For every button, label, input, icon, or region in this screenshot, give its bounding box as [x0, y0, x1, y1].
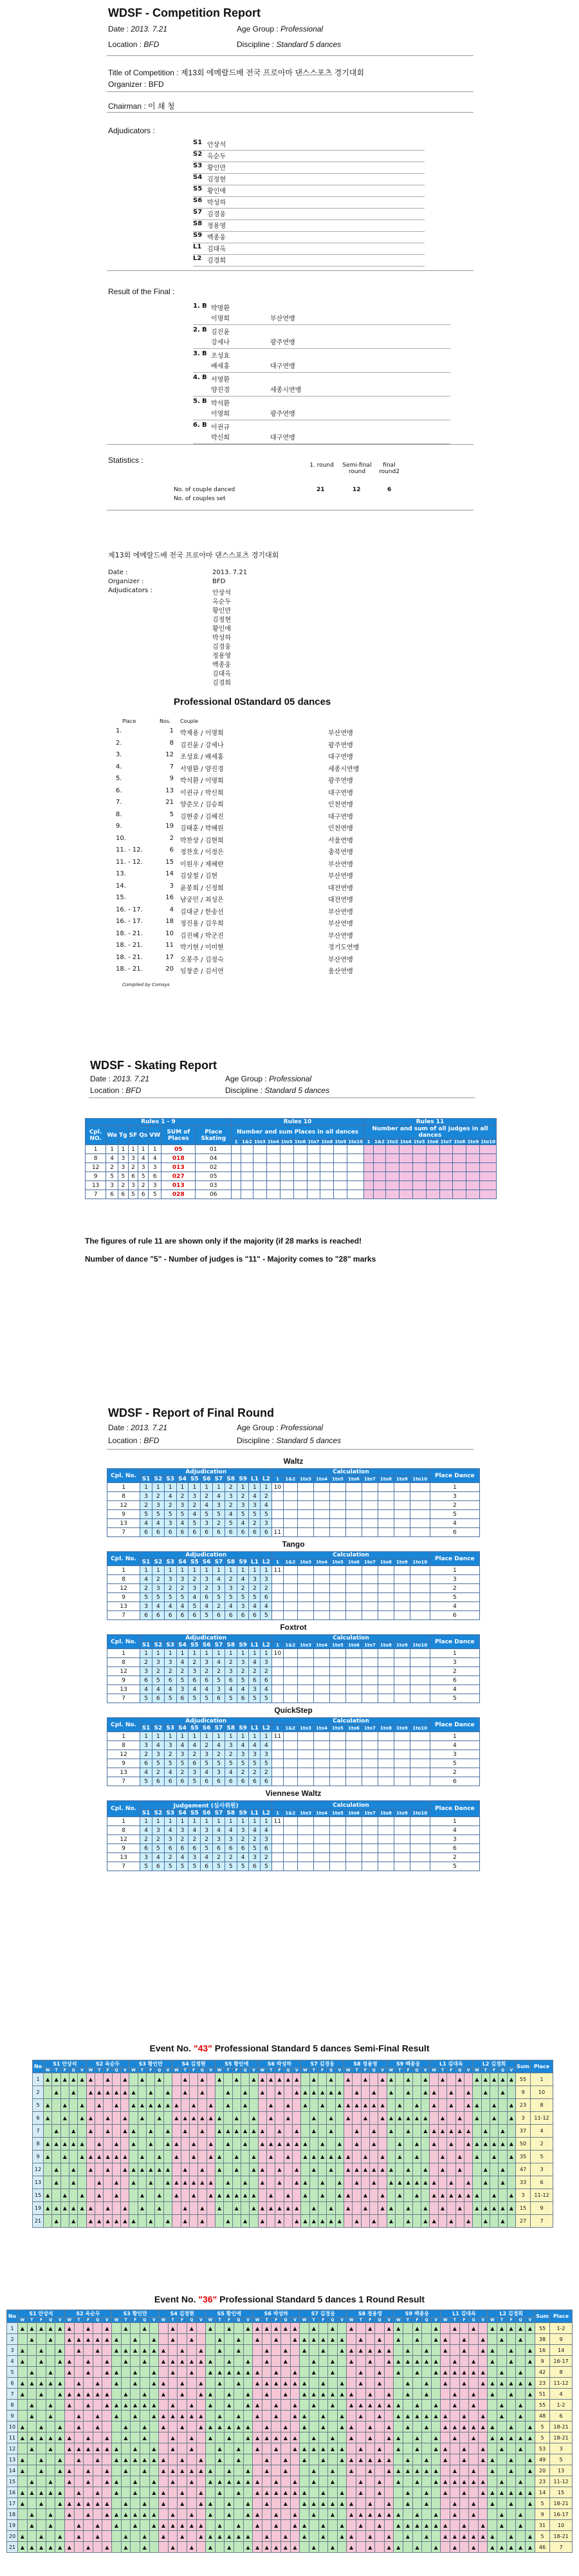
final-round-report: WDSF - Report of Final Round Date : 2013. 7.21 Age Group : Professional Location : BFD Discipline : Standard 5 dances Waltz Cpl. No. Adjudication Calculation Place Dance S1 S2 S3 S4 S5 S6 S7 S8 S9 L1 L2 1 1&2 1to3 1to4 1to5 1to6 1to7 1to8 1to9 1to10 1 1 1 1 1 1 1 1 2 1 1 1 10 1 8 3 2 4 2 3 2 4 3 2 4 2 3 12 2 3 2 3 2 4 3 2 3 3 4 2 9 5 5 5 5 4 5 5 4 5 5 5 5 13 4 4 3 4 5 3 2 5 4 2 3 4 7 6 6 6 6 6 6 6 6 6 6 6 11 6 Tango Cpl. No. Adjudication Calculation Place Dance S1 S2 S3 S4 S5 S6 S7 S8 S9 L1 L2 1 1&2 1to3 1to4 1to5 1to6 1to7 1to8 1to9 1to10 1 1 1 1 1 1 1 1 1 1 1 1 11 1 8 4 2 3 3 2 3 4 2 4 3 3 3 12 2 3 2 2 3 2 3 3 2 2 2 2 9 5 5 5 5 4 6 5 5 5 5 6 5 13 3 4 4 4 5 4 2 4 3 4 4 4 7 6 6 6 6 6 5 6 6 6 6 5 6 Foxtrot Cpl. No. Adjudication Calculation Place Dance S1 S2 S3 S4 S5 S6 S7 S8 S9 L1 L2 1 1&2 1to3 1to4 1to5 1to6 1to7 1to8 1to9 1to10 1 1 1 1 1 1 1 1 1 1 1 1 10 1 8 2 3 3 4 2 3 4 2 3 4 3 3 12 3 2 2 2 3 2 2 3 2 2 2 2 9 6 5 6 5 6 6 5 6 5 6 6 6 13 4 4 4 3 4 4 3 4 4 3 4 4 7 5 6 5 6 5 5 6 5 6 5 5 5 QuickStep Cpl. No. Adjudication Calculation Place Dance S1 S2 S3 S4 S5 S6 S7 S8 S9 L1 L2 1 1&2 1to3 1to4 1to5 1to6 1to7 1to8 1to9 1to10 1 1 1 1 1 1 1 1 1 1 1 1 11 1 8 3 4 3 4 4 2 4 3 4 4 4 4 12 2 3 2 3 2 3 2 2 3 3 3 3 9 6 5 5 5 6 5 5 5 5 5 5 5 13 4 2 4 2 3 4 3 4 2 2 2 2 7 5 6 6 6 5 6 6 6 6 6 6 6 Viennese Waltz Cpl. No. Judgement (심사위원) Calculation Place Dance S1 S2 S3 S4 S5 S6 S7 S8 S9 L1 L2 1 1&2 1to3 1to4 1to5 1to6 1to7 1to8 1to9 1to10 1 1 1 1 1 1 1 1 1 1 1 1 11 1 8 4 3 4 3 4 3 4 4 3 4 4 4 12 2 2 3 2 2 2 3 3 2 2 3 3 9 6 5 6 6 6 5 6 6 6 5 6 6 13 3 4 2 4 3 4 2 2 4 3 2 2 7 5 6 5 5 5 6 5 5 5 6 5 5 [0, 1406, 579, 2037]
results-row: 11. - 12. 6 정찬호 / 이정은 충북연맹 [116, 846, 353, 856]
dance-row: 12 2 2 3 2 2 2 3 3 2 2 3 3 [107, 1835, 480, 1844]
results-row: 8. 5 김현중 / 김혜진 대구연맹 [116, 810, 353, 821]
adjudicator-row [193, 174, 425, 185]
results-rows [109, 727, 444, 978]
round1-row: 2 ▲ ▲ ▲ ▲ ▲ ▲ ▲ ▲ ▲ ▲ ▲ ▲ ▲ ▲ ▲ ▲ ▲ ▲ ▲ ▲ ▲ ▲ ▲ ▲ ▲ ▲ ▲ ▲ ▲ ▲ ▲ ▲ 38 9 [7, 2334, 573, 2345]
results-row: 9. 19 김태훈 / 박혜원 인천연맹 [116, 823, 353, 832]
final-row: 1. B 박명환 이명희 부산연맹 [193, 301, 450, 325]
semi-row: 6 ▲ ▲ ▲ ▲ ▲ ▲ ▲ ▲ ▲ ▲ ▲ ▲ ▲ ▲ ▲ ▲ ▲ ▲ ▲ ▲ ▲ ▲ ▲ ▲ ▲ ▲ ▲ ▲ ▲ ▲ ▲ ▲ ▲ 3 11-12 [33, 2112, 553, 2125]
adjudicator-row [193, 209, 425, 220]
round1-row: 20 ▲ ▲ ▲ ▲ ▲ ▲ ▲ ▲ ▲ ▲ ▲ ▲ ▲ ▲ ▲ ▲ ▲ ▲ ▲ ▲ ▲ ▲ ▲ ▲ ▲ ▲ ▲ ▲ ▲ ▲ ▲ ▲ ▲ 5 18-21 [7, 2531, 573, 2542]
skating-table-wrap [85, 1118, 497, 1199]
round1-table: No S1 안상석 S2 옥순두 S3 황인만 S4 김정현 S5 황인애 S6 박성하 S7 김경웅 S8 정용영 S9 백종웅 L1 김대옥 L2 김경희 Sum Place W T F Q V W T F Q V W T F Q V W T F Q V W T F Q V W T F Q V W T F Q V W T F Q V W T F Q V W T F Q V W T F Q V 1 ▲ ▲ ▲ ▲ ▲ ▲ ▲ ▲ ▲ ▲ ▲ ▲ ▲ ▲ ▲ ▲ ▲ ▲ ▲ ▲ ▲ ▲ ▲ ▲ ▲ ▲ ▲ ▲ ▲ ▲ ▲ ▲ ▲ ▲ ▲ 55 1-2 2 ▲ ▲ ▲ ▲ ▲ ▲ ▲ ▲ ▲ ▲ ▲ ▲ ▲ ▲ ▲ ▲ ▲ ▲ ▲ ▲ ▲ ▲ ▲ ▲ ▲ ▲ ▲ ▲ ▲ ▲ ▲ ▲ 38 9 3 ▲ ▲ ▲ ▲ ▲ ▲ ▲ ▲ ▲ ▲ ▲ ▲ ▲ ▲ ▲ ▲ ▲ ▲ ▲ ▲ ▲ ▲ ▲ ▲ ▲ ▲ ▲ ▲ ▲ ▲ ▲ ▲ ▲ 16 14 4 ▲ ▲ ▲ ▲ ▲ ▲ ▲ ▲ ▲ ▲ ▲ ▲ ▲ ▲ ▲ ▲ ▲ ▲ ▲ ▲ ▲ ▲ ▲ ▲ ▲ ▲ ▲ ▲ ▲ ▲ ▲ ▲ ▲ 9 16-17 5 ▲ ▲ ▲ ▲ ▲ ▲ ▲ ▲ ▲ ▲ ▲ ▲ ▲ ▲ ▲ ▲ ▲ ▲ ▲ ▲ ▲ ▲ ▲ ▲ ▲ ▲ ▲ ▲ ▲ ▲ ▲ ▲ 42 8 6 ▲ ▲ ▲ ▲ ▲ ▲ ▲ ▲ ▲ ▲ ▲ ▲ ▲ ▲ ▲ ▲ ▲ ▲ ▲ ▲ ▲ ▲ ▲ ▲ ▲ ▲ ▲ ▲ ▲ ▲ ▲ ▲ ▲ ▲ ▲ 23 11-12 7 ▲ ▲ ▲ ▲ ▲ ▲ ▲ ▲ ▲ ▲ ▲ ▲ ▲ ▲ ▲ ▲ ▲ ▲ ▲ ▲ ▲ ▲ ▲ ▲ ▲ ▲ ▲ ▲ ▲ ▲ ▲ ▲ ▲ 51 4 8 ▲ ▲ ▲ ▲ ▲ ▲ ▲ ▲ ▲ ▲ ▲ ▲ ▲ ▲ ▲ ▲ ▲ ▲ ▲ ▲ ▲ ▲ ▲ ▲ ▲ ▲ ▲ ▲ ▲ ▲ ▲ ▲ 55 1-2 9 ▲ ▲ ▲ ▲ ▲ ▲ ▲ ▲ ▲ ▲ ▲ ▲ ▲ ▲ ▲ ▲ ▲ ▲ ▲ ▲ ▲ ▲ ▲ ▲ ▲ ▲ ▲ ▲ ▲ ▲ ▲ ▲ 48 6 10 ▲ ▲ ▲ ▲ ▲ ▲ ▲ ▲ ▲ ▲ ▲ ▲ ▲ ▲ ▲ ▲ ▲ ▲ ▲ ▲ ▲ ▲ ▲ ▲ ▲ ▲ ▲ ▲ ▲ ▲ ▲ ▲ ▲ 5 18-21 11 ▲ ▲ ▲ ▲ ▲ ▲ ▲ ▲ ▲ ▲ ▲ ▲ ▲ ▲ ▲ ▲ ▲ ▲ ▲ ▲ ▲ ▲ ▲ ▲ ▲ ▲ ▲ ▲ ▲ ▲ ▲ ▲ ▲ ▲ ▲ 5 18-21 12 ▲ ▲ ▲ ▲ ▲ ▲ ▲ ▲ ▲ ▲ ▲ ▲ ▲ ▲ ▲ ▲ ▲ ▲ ▲ ▲ ▲ ▲ ▲ ▲ ▲ ▲ ▲ ▲ ▲ ▲ ▲ ▲ 53 3 13 ▲ ▲ ▲ ▲ ▲ ▲ ▲ ▲ ▲ ▲ ▲ ▲ ▲ ▲ ▲ ▲ ▲ ▲ ▲ ▲ ▲ ▲ ▲ ▲ ▲ ▲ ▲ ▲ ▲ ▲ ▲ ▲ ▲ 49 5 14 ▲ ▲ ▲ ▲ ▲ ▲ ▲ ▲ ▲ ▲ ▲ ▲ ▲ ▲ ▲ ▲ ▲ ▲ ▲ ▲ ▲ ▲ ▲ ▲ ▲ ▲ ▲ ▲ ▲ ▲ ▲ ▲ ▲ 20 13 15 ▲ ▲ ▲ ▲ ▲ ▲ ▲ ▲ ▲ ▲ ▲ ▲ ▲ ▲ ▲ ▲ ▲ ▲ ▲ ▲ ▲ ▲ ▲ ▲ ▲ ▲ ▲ ▲ ▲ ▲ ▲ ▲ 23 11-12 16 ▲ ▲ ▲ ▲ ▲ ▲ ▲ ▲ ▲ ▲ ▲ ▲ ▲ ▲ ▲ ▲ ▲ ▲ ▲ ▲ ▲ ▲ ▲ ▲ ▲ ▲ ▲ ▲ ▲ ▲ ▲ ▲ ▲ ▲ ▲ 14 15 17 ▲ ▲ ▲ ▲ ▲ ▲ ▲ ▲ ▲ ▲ ▲ ▲ ▲ ▲ ▲ ▲ ▲ ▲ ▲ ▲ ▲ ▲ ▲ ▲ ▲ ▲ ▲ ▲ ▲ ▲ ▲ ▲ ▲ 5 18-21 18 ▲ ▲ ▲ ▲ ▲ ▲ ▲ ▲ ▲ ▲ ▲ ▲ ▲ ▲ ▲ ▲ ▲ ▲ ▲ ▲ ▲ ▲ ▲ ▲ ▲ ▲ ▲ ▲ ▲ ▲ ▲ ▲ 9 16-17 19 ▲ ▲ ▲ ▲ ▲ ▲ ▲ ▲ ▲ ▲ ▲ ▲ ▲ ▲ ▲ ▲ ▲ ▲ ▲ ▲ ▲ ▲ ▲ ▲ ▲ ▲ ▲ ▲ ▲ ▲ ▲ ▲ 31 10 20 ▲ ▲ ▲ ▲ ▲ ▲ ▲ ▲ ▲ ▲ ▲ ▲ ▲ ▲ ▲ ▲ ▲ ▲ ▲ ▲ ▲ ▲ ▲ ▲ ▲ ▲ ▲ ▲ ▲ ▲ ▲ ▲ ▲ 5 18-21 21 ▲ ▲ ▲ ▲ ▲ ▲ ▲ ▲ ▲ ▲ ▲ ▲ ▲ ▲ ▲ ▲ ▲ ▲ ▲ ▲ ▲ ▲ ▲ ▲ ▲ ▲ ▲ ▲ ▲ ▲ ▲ ▲ ▲ ▲ ▲ 46 7 [6, 2310, 573, 2553]
adjudicator-name: 김경웅 [207, 211, 226, 218]
results-row: 14. 3 윤봉희 / 신정희 대전연맹 [116, 882, 353, 892]
dance-row: 12 2 3 2 2 3 2 3 3 2 2 2 2 [107, 1584, 480, 1593]
adjudicator-row [193, 232, 425, 243]
dance-row: 1 1 1 1 1 1 1 1 1 1 1 1 10 1 [107, 1649, 480, 1658]
adjudicator-row [193, 243, 425, 255]
skating-row: 8 4 3 3 4 4 018 04 [86, 1154, 497, 1163]
adjudicator-name: 정용영 [207, 223, 226, 230]
dance-table: Cpl. No. Adjudication Calculation Place Dance S1 S2 S3 S4 S5 S6 S7 S8 S9 L1 L2 1 1&2 1to3 1to4 1to5 1to6 1to7 1to8 1to9 1to10 1 1 1 1 1 1 1 1 2 1 1 1 10 1 8 3 2 4 2 3 2 4 3 2 4 2 3 12 2 3 2 3 2 4 3 2 3 3 4 2 9 5 5 5 5 4 5 5 4 5 5 5 5 13 4 4 3 4 5 3 2 5 4 2 3 4 7 6 6 6 6 6 6 6 6 6 6 6 11 6 [107, 1468, 480, 1537]
dance-row: 9 5 5 5 5 4 5 5 4 5 5 5 5 [107, 1510, 480, 1519]
dance-row: 8 3 4 3 4 4 2 4 3 4 4 4 4 [107, 1741, 480, 1750]
semi-row: 2 ▲ ▲ ▲ ▲ ▲ ▲ ▲ ▲ ▲ ▲ ▲ ▲ ▲ ▲ ▲ ▲ ▲ ▲ ▲ ▲ ▲ ▲ ▲ ▲ ▲ ▲ ▲ ▲ ▲ ▲ ▲ ▲ 9 10 [33, 2086, 553, 2099]
dance-row: 8 3 2 4 2 3 2 4 3 2 4 2 3 [107, 1492, 480, 1501]
dance-row: 13 4 4 3 4 5 3 2 5 4 2 3 4 [107, 1519, 480, 1528]
adjudicator-code: S2 [193, 151, 203, 158]
dance-row: 8 4 3 4 3 4 3 4 4 3 4 4 4 [107, 1826, 480, 1835]
dance-row: 12 2 3 2 3 2 4 3 2 3 3 4 2 [107, 1501, 480, 1510]
adjudicator-code: S7 [193, 209, 203, 216]
report-title: WDSF - Competition Report [108, 6, 261, 19]
dance-row: 7 6 6 6 6 6 6 6 6 6 6 6 11 6 [107, 1528, 480, 1537]
dance-row: 8 2 3 3 4 2 3 4 2 3 4 3 3 [107, 1658, 480, 1667]
dance-row: 12 3 2 2 2 3 2 2 3 2 2 2 2 [107, 1667, 480, 1676]
results-row: 18. - 21. 10 김진혜 / 박군진 부산연맹 [116, 929, 353, 940]
final-row: 4. B 서영환 양진경 세종시연맹 [193, 373, 450, 397]
adjudicator-code: S9 [193, 232, 203, 239]
results-adjudicator: 김대옥 [212, 671, 231, 678]
final-row: 3. B 조성효 배세홍 대구연맹 [193, 349, 450, 373]
round1-row: 10 ▲ ▲ ▲ ▲ ▲ ▲ ▲ ▲ ▲ ▲ ▲ ▲ ▲ ▲ ▲ ▲ ▲ ▲ ▲ ▲ ▲ ▲ ▲ ▲ ▲ ▲ ▲ ▲ ▲ ▲ ▲ ▲ ▲ 5 18-21 [7, 2422, 573, 2432]
dance-block [107, 1540, 480, 1620]
dance-row: 7 6 6 6 6 6 5 6 6 6 6 5 6 [107, 1611, 480, 1620]
round1-result: Event No. "36" Professional Standard 5 dances 1 Round Result No S1 안상석 S2 옥순두 S3 황인만 S4 김정현 S5 황인애 S6 박성하 S7 김경웅 S8 정용영 S9 백종웅 L1 김대옥 L2 김경희 Sum Place W T F Q V W T F Q V W T F Q V W T F Q V W T F Q V W T F Q V W T F Q V W T F Q V W T F Q V W T F Q V W T F Q V 1 ▲ ▲ ▲ ▲ ▲ ▲ ▲ ▲ ▲ ▲ ▲ ▲ ▲ ▲ ▲ ▲ ▲ ▲ ▲ ▲ ▲ ▲ ▲ ▲ ▲ ▲ ▲ ▲ ▲ ▲ ▲ ▲ ▲ ▲ ▲ 55 1-2 2 ▲ ▲ ▲ ▲ ▲ ▲ ▲ ▲ ▲ ▲ ▲ ▲ ▲ ▲ ▲ ▲ ▲ ▲ ▲ ▲ ▲ ▲ ▲ ▲ ▲ ▲ ▲ ▲ ▲ ▲ ▲ ▲ 38 9 3 ▲ ▲ ▲ ▲ ▲ ▲ ▲ ▲ ▲ ▲ ▲ ▲ ▲ ▲ ▲ ▲ ▲ ▲ ▲ ▲ ▲ ▲ ▲ ▲ ▲ ▲ ▲ ▲ ▲ ▲ ▲ ▲ ▲ 16 14 4 ▲ ▲ ▲ ▲ ▲ ▲ ▲ ▲ ▲ ▲ ▲ ▲ ▲ ▲ ▲ ▲ ▲ ▲ ▲ ▲ ▲ ▲ ▲ ▲ ▲ ▲ ▲ ▲ ▲ ▲ ▲ ▲ ▲ 9 16-17 5 ▲ ▲ ▲ ▲ ▲ ▲ ▲ ▲ ▲ ▲ ▲ ▲ ▲ ▲ ▲ ▲ ▲ ▲ ▲ ▲ ▲ ▲ ▲ ▲ ▲ ▲ ▲ ▲ ▲ ▲ ▲ ▲ 42 8 6 ▲ ▲ ▲ ▲ ▲ ▲ ▲ ▲ ▲ ▲ ▲ ▲ ▲ ▲ ▲ ▲ ▲ ▲ ▲ ▲ ▲ ▲ ▲ ▲ ▲ ▲ ▲ ▲ ▲ ▲ ▲ ▲ ▲ ▲ ▲ 23 11-12 7 ▲ ▲ ▲ ▲ ▲ ▲ ▲ ▲ ▲ ▲ ▲ ▲ ▲ ▲ ▲ ▲ ▲ ▲ ▲ ▲ ▲ ▲ ▲ ▲ ▲ ▲ ▲ ▲ ▲ ▲ ▲ ▲ ▲ 51 4 8 ▲ ▲ ▲ ▲ ▲ ▲ ▲ ▲ ▲ ▲ ▲ ▲ ▲ ▲ ▲ ▲ ▲ ▲ ▲ ▲ ▲ ▲ ▲ ▲ ▲ ▲ ▲ ▲ ▲ ▲ ▲ ▲ 55 1-2 9 ▲ ▲ ▲ ▲ ▲ ▲ ▲ ▲ ▲ ▲ ▲ ▲ ▲ ▲ ▲ ▲ ▲ ▲ ▲ ▲ ▲ ▲ ▲ ▲ ▲ ▲ ▲ ▲ ▲ ▲ ▲ ▲ 48 6 10 ▲ ▲ ▲ ▲ ▲ ▲ ▲ ▲ ▲ ▲ ▲ ▲ ▲ ▲ ▲ ▲ ▲ ▲ ▲ ▲ ▲ ▲ ▲ ▲ ▲ ▲ ▲ ▲ ▲ ▲ ▲ ▲ ▲ 5 18-21 11 ▲ ▲ ▲ ▲ ▲ ▲ ▲ ▲ ▲ ▲ ▲ ▲ ▲ ▲ ▲ ▲ ▲ ▲ ▲ ▲ ▲ ▲ ▲ ▲ ▲ ▲ ▲ ▲ ▲ ▲ ▲ ▲ ▲ ▲ ▲ 5 18-21 12 ▲ ▲ ▲ ▲ ▲ ▲ ▲ ▲ ▲ ▲ ▲ ▲ ▲ ▲ ▲ ▲ ▲ ▲ ▲ ▲ ▲ ▲ ▲ ▲ ▲ ▲ ▲ ▲ ▲ ▲ ▲ ▲ 53 3 13 ▲ ▲ ▲ ▲ ▲ ▲ ▲ ▲ ▲ ▲ ▲ ▲ ▲ ▲ ▲ ▲ ▲ ▲ ▲ ▲ ▲ ▲ ▲ ▲ ▲ ▲ ▲ ▲ ▲ ▲ ▲ ▲ ▲ 49 5 14 ▲ ▲ ▲ ▲ ▲ ▲ ▲ ▲ ▲ ▲ ▲ ▲ ▲ ▲ ▲ ▲ ▲ ▲ ▲ ▲ ▲ ▲ ▲ ▲ ▲ ▲ ▲ ▲ ▲ ▲ ▲ ▲ ▲ 20 13 15 ▲ ▲ ▲ ▲ ▲ ▲ ▲ ▲ ▲ ▲ ▲ ▲ ▲ ▲ ▲ ▲ ▲ ▲ ▲ ▲ ▲ ▲ ▲ ▲ ▲ ▲ ▲ ▲ ▲ ▲ ▲ ▲ 23 11-12 16 ▲ ▲ ▲ ▲ ▲ ▲ ▲ ▲ ▲ ▲ ▲ ▲ ▲ ▲ ▲ ▲ ▲ ▲ ▲ ▲ ▲ ▲ ▲ ▲ ▲ ▲ ▲ ▲ ▲ ▲ ▲ ▲ ▲ ▲ ▲ 14 15 17 ▲ ▲ ▲ ▲ ▲ ▲ ▲ ▲ ▲ ▲ ▲ ▲ ▲ ▲ ▲ ▲ ▲ ▲ ▲ ▲ ▲ ▲ ▲ ▲ ▲ ▲ ▲ ▲ ▲ ▲ ▲ ▲ ▲ 5 18-21 18 ▲ ▲ ▲ ▲ ▲ ▲ ▲ ▲ ▲ ▲ ▲ ▲ ▲ ▲ ▲ ▲ ▲ ▲ ▲ ▲ ▲ ▲ ▲ ▲ ▲ ▲ ▲ ▲ ▲ ▲ ▲ ▲ 9 16-17 19 ▲ ▲ ▲ ▲ ▲ ▲ ▲ ▲ ▲ ▲ ▲ ▲ ▲ ▲ ▲ ▲ ▲ ▲ ▲ ▲ ▲ ▲ ▲ ▲ ▲ ▲ ▲ ▲ ▲ ▲ ▲ ▲ 31 10 20 ▲ ▲ ▲ ▲ ▲ ▲ ▲ ▲ ▲ ▲ ▲ ▲ ▲ ▲ ▲ ▲ ▲ ▲ ▲ ▲ ▲ ▲ ▲ ▲ ▲ ▲ ▲ ▲ ▲ ▲ ▲ ▲ ▲ 5 18-21 21 ▲ ▲ ▲ ▲ ▲ ▲ ▲ ▲ ▲ ▲ ▲ ▲ ▲ ▲ ▲ ▲ ▲ ▲ ▲ ▲ ▲ ▲ ▲ ▲ ▲ ▲ ▲ ▲ ▲ ▲ ▲ ▲ ▲ ▲ ▲ 46 7 [0, 2291, 579, 2575]
adjudicator-name: 황인만 [207, 165, 226, 172]
adjudicator-code: S8 [193, 220, 203, 227]
dance-title: Foxtrot [280, 1623, 307, 1632]
round1-row: 14 ▲ ▲ ▲ ▲ ▲ ▲ ▲ ▲ ▲ ▲ ▲ ▲ ▲ ▲ ▲ ▲ ▲ ▲ ▲ ▲ ▲ ▲ ▲ ▲ ▲ ▲ ▲ ▲ ▲ ▲ ▲ ▲ ▲ 20 13 [7, 2465, 573, 2476]
round1-row: 4 ▲ ▲ ▲ ▲ ▲ ▲ ▲ ▲ ▲ ▲ ▲ ▲ ▲ ▲ ▲ ▲ ▲ ▲ ▲ ▲ ▲ ▲ ▲ ▲ ▲ ▲ ▲ ▲ ▲ ▲ ▲ ▲ ▲ 9 16-17 [7, 2356, 573, 2367]
dance-title: Tango [282, 1540, 305, 1549]
results-row: 16. - 17. 4 김대균 / 한송선 부산연맹 [116, 906, 353, 916]
semifinal-grid [32, 2060, 553, 2228]
semi-row: 5 ▲ ▲ ▲ ▲ ▲ ▲ ▲ ▲ ▲ ▲ ▲ ▲ ▲ ▲ ▲ ▲ ▲ ▲ ▲ ▲ ▲ ▲ ▲ ▲ ▲ ▲ ▲ ▲ ▲ ▲ ▲ ▲ ▲ 23 8 [33, 2099, 553, 2112]
round1-row: 17 ▲ ▲ ▲ ▲ ▲ ▲ ▲ ▲ ▲ ▲ ▲ ▲ ▲ ▲ ▲ ▲ ▲ ▲ ▲ ▲ ▲ ▲ ▲ ▲ ▲ ▲ ▲ ▲ ▲ ▲ ▲ ▲ ▲ 5 18-21 [7, 2498, 573, 2509]
adjudicator-name: 김정현 [207, 176, 226, 183]
dance-row: 13 4 2 4 2 3 4 3 4 2 2 2 2 [107, 1768, 480, 1777]
results-adjudicators [212, 587, 231, 686]
report-date: 2013. 7.21 [131, 24, 168, 33]
semi-table: No S1 안상석 S2 옥순두 S3 황인만 S4 김정현 S5 황인애 S6 박성하 S7 김경웅 S8 정용영 S9 백종웅 L1 김대옥 L2 김경희 Sum Place W T F Q V W T F Q V W T F Q V W T F Q V W T F Q V W T F Q V W T F Q V W T F Q V W T F Q V W T F Q V W T F Q V 1 ▲ ▲ ▲ ▲ ▲ ▲ ▲ ▲ ▲ ▲ ▲ ▲ ▲ ▲ ▲ ▲ ▲ ▲ ▲ ▲ ▲ ▲ ▲ ▲ ▲ ▲ ▲ ▲ ▲ ▲ ▲ ▲ ▲ ▲ ▲ 55 1 2 ▲ ▲ ▲ ▲ ▲ ▲ ▲ ▲ ▲ ▲ ▲ ▲ ▲ ▲ ▲ ▲ ▲ ▲ ▲ ▲ ▲ ▲ ▲ ▲ ▲ ▲ ▲ ▲ ▲ ▲ ▲ ▲ 9 10 5 ▲ ▲ ▲ ▲ ▲ ▲ ▲ ▲ ▲ ▲ ▲ ▲ ▲ ▲ ▲ ▲ ▲ ▲ ▲ ▲ ▲ ▲ ▲ ▲ ▲ ▲ ▲ ▲ ▲ ▲ ▲ ▲ ▲ 23 8 6 ▲ ▲ ▲ ▲ ▲ ▲ ▲ ▲ ▲ ▲ ▲ ▲ ▲ ▲ ▲ ▲ ▲ ▲ ▲ ▲ ▲ ▲ ▲ ▲ ▲ ▲ ▲ ▲ ▲ ▲ ▲ ▲ ▲ 3 11-12 7 ▲ ▲ ▲ ▲ ▲ ▲ ▲ ▲ ▲ ▲ ▲ ▲ ▲ ▲ ▲ ▲ ▲ ▲ ▲ ▲ ▲ ▲ ▲ ▲ ▲ ▲ ▲ ▲ ▲ ▲ ▲ ▲ 37 4 8 ▲ ▲ ▲ ▲ ▲ ▲ ▲ ▲ ▲ ▲ ▲ ▲ ▲ ▲ ▲ ▲ ▲ ▲ ▲ ▲ ▲ ▲ ▲ ▲ ▲ ▲ ▲ ▲ ▲ ▲ ▲ ▲ ▲ ▲ ▲ 50 2 9 ▲ ▲ ▲ ▲ ▲ ▲ ▲ ▲ ▲ ▲ ▲ ▲ ▲ ▲ ▲ ▲ ▲ ▲ ▲ ▲ ▲ ▲ ▲ ▲ ▲ ▲ ▲ ▲ ▲ ▲ ▲ ▲ ▲ 35 5 12 ▲ ▲ ▲ ▲ ▲ ▲ ▲ ▲ ▲ ▲ ▲ ▲ ▲ ▲ ▲ ▲ ▲ ▲ ▲ ▲ ▲ ▲ ▲ ▲ ▲ ▲ ▲ ▲ ▲ ▲ ▲ ▲ 47 3 13 ▲ ▲ ▲ ▲ ▲ ▲ ▲ ▲ ▲ ▲ ▲ ▲ ▲ ▲ ▲ ▲ ▲ ▲ ▲ ▲ ▲ ▲ ▲ ▲ ▲ ▲ ▲ ▲ ▲ ▲ ▲ ▲ 33 6 15 ▲ ▲ ▲ ▲ ▲ ▲ ▲ ▲ ▲ ▲ ▲ ▲ ▲ ▲ ▲ ▲ ▲ ▲ ▲ ▲ ▲ ▲ ▲ ▲ ▲ ▲ ▲ ▲ ▲ ▲ ▲ ▲ ▲ 3 11-12 19 ▲ ▲ ▲ ▲ ▲ ▲ ▲ ▲ ▲ ▲ ▲ ▲ ▲ ▲ ▲ ▲ ▲ ▲ ▲ ▲ ▲ ▲ ▲ ▲ ▲ ▲ ▲ ▲ ▲ ▲ ▲ ▲ ▲ ▲ ▲ 15 9 21 ▲ ▲ ▲ ▲ ▲ ▲ ▲ ▲ ▲ ▲ ▲ ▲ ▲ ▲ ▲ ▲ ▲ ▲ ▲ ▲ ▲ ▲ ▲ ▲ ▲ ▲ ▲ ▲ ▲ ▲ ▲ ▲ 27 7 [32, 2060, 553, 2228]
semi-row: 13 ▲ ▲ ▲ ▲ ▲ ▲ ▲ ▲ ▲ ▲ ▲ ▲ ▲ ▲ ▲ ▲ ▲ ▲ ▲ ▲ ▲ ▲ ▲ ▲ ▲ ▲ ▲ ▲ ▲ ▲ ▲ ▲ 33 6 [33, 2176, 553, 2189]
dance-row: 8 4 2 3 3 2 3 4 2 4 3 3 3 [107, 1575, 480, 1584]
dance-row: 1 1 1 1 1 1 1 1 1 1 1 1 11 1 [107, 1817, 480, 1826]
results-row: 18. - 21. 20 임창준 / 김서연 울산연맹 [116, 966, 353, 975]
final-row: 5. B 박석환 이영희 광주연맹 [193, 397, 450, 420]
skating-row: 1 1 1 1 1 1 05 01 [86, 1145, 497, 1154]
skating-row: 13 3 2 3 2 3 013 03 [86, 1181, 497, 1190]
dance-title: Viennese Waltz [265, 1789, 322, 1798]
dance-block [107, 1623, 480, 1703]
adjudicator-row [193, 162, 425, 174]
results-adjudicator: 옥순두 [212, 599, 231, 606]
dance-row: 7 5 6 5 5 5 6 5 5 5 6 5 5 [107, 1862, 480, 1871]
round1-row: 1 ▲ ▲ ▲ ▲ ▲ ▲ ▲ ▲ ▲ ▲ ▲ ▲ ▲ ▲ ▲ ▲ ▲ ▲ ▲ ▲ ▲ ▲ ▲ ▲ ▲ ▲ ▲ ▲ ▲ ▲ ▲ ▲ ▲ ▲ ▲ 55 1-2 [7, 2323, 573, 2334]
dance-table: Cpl. No. Judgement (심사위원) Calculation Place Dance S1 S2 S3 S4 S5 S6 S7 S8 S9 L1 L2 1 1&2 1to3 1to4 1to5 1to6 1to7 1to8 1to9 1to10 1 1 1 1 1 1 1 1 1 1 1 1 11 1 8 4 3 4 3 4 3 4 4 3 4 4 4 12 2 2 3 2 2 2 3 3 2 2 3 3 9 6 5 6 6 6 5 6 6 6 5 6 6 13 3 4 2 4 3 4 2 2 4 3 2 2 7 5 6 5 5 5 6 5 5 5 6 5 5 [107, 1800, 480, 1871]
adjudicator-code: S1 [193, 139, 203, 146]
results-row: 5. 9 박석환 / 이영희 광주연맹 [116, 775, 353, 785]
adjudicator-code: L2 [193, 255, 202, 262]
adjudicator-row [193, 220, 425, 232]
results-row: 10. 2 박찬상 / 김현희 서울연맹 [116, 834, 353, 845]
adjudicator-row [193, 185, 425, 197]
adjudicator-name: 김경희 [207, 257, 226, 265]
skating-report: WDSF - Skating Report Date : 2013. 7.21 Age Group : Professional Location : BFD Discipline : Standard 5 dances Rules 1 - 9 Rules 10 Rules 11 Cpl. NO. Wa Tg SF Qs VW SUM of Places Place Skating Number and sum Places in all dances Number and sum of all judges in all dances 1 1&2 1to3 1to4 1to5 1to6 1to7 1to8 1to9 1to10 1 1&2 1to3 1to4 1to5 1to6 1to7 1to8 1to9 1to10 1 1 1 1 1 1 05 01 8 4 3 3 4 4 018 04 12 2 3 2 3 3 013 02 9 5 5 6 5 6 027 05 13 3 2 3 2 3 013 03 7 6 6 5 6 5 028 06 The figures of rule 11 are shown only if the majority (if 28 marks is reached! Number of dance "5" - Number of judges is "11" - Majority comes to "28" marks [85, 1059, 495, 1264]
adjudicator-name: 김대옥 [207, 246, 226, 253]
semi-row: 19 ▲ ▲ ▲ ▲ ▲ ▲ ▲ ▲ ▲ ▲ ▲ ▲ ▲ ▲ ▲ ▲ ▲ ▲ ▲ ▲ ▲ ▲ ▲ ▲ ▲ ▲ ▲ ▲ ▲ ▲ ▲ ▲ ▲ ▲ ▲ 15 9 [33, 2202, 553, 2215]
dance-row: 9 6 5 5 5 6 5 5 5 5 5 5 5 [107, 1759, 480, 1768]
adjudicator-name: 황인애 [207, 188, 226, 195]
adjudicator-row [193, 139, 425, 151]
results-row: 18. - 21. 17 오봉주 / 김정숙 부산연맹 [116, 953, 353, 964]
dance-row: 1 1 1 1 1 1 1 1 1 1 1 1 11 1 [107, 1732, 480, 1741]
dance-row: 1 1 1 1 1 1 1 1 2 1 1 1 10 1 [107, 1483, 480, 1492]
results-adjudicator: 김경웅 [212, 644, 231, 651]
semi-row: 12 ▲ ▲ ▲ ▲ ▲ ▲ ▲ ▲ ▲ ▲ ▲ ▲ ▲ ▲ ▲ ▲ ▲ ▲ ▲ ▲ ▲ ▲ ▲ ▲ ▲ ▲ ▲ ▲ ▲ ▲ ▲ ▲ 47 3 [33, 2163, 553, 2176]
dance-row: 13 3 4 2 4 3 4 2 2 4 3 2 2 [107, 1853, 480, 1862]
results-row: 6. 13 이권규 / 박신희 대구연맹 [116, 787, 353, 797]
dance-row: 13 4 4 4 3 4 4 3 4 4 3 4 4 [107, 1685, 480, 1694]
results-list-page: 제13회 에메랄드배 전국 프로아마 댄스스포츠 경기대회 Date : 2013. 7.21 Organizer : BFD Adjudicators : 안상석 옥순두 황인만 김정현 황인애 박성하 김경웅 정용영 백종웅 김대옥 김경희 Professional 0Standard 05 dances Place Nos. Couple 1. 1 박재용 / 이명희 부산연맹 2. 8 김진윤 / 강세나 광주연맹 3. 12 조성효 / 배세홍 대구연맹 4. 7 서영환 / 양진경 세종시연맹 5. 9 박석환 / 이영희 광주연맹 6. 13 이권규 / 박신희 대구연맹 7. 21 양준모 / 김승희 인천연맹 8. 5 김현중 / 김혜진 대구연맹 9. 19 김태훈 / 박혜원 인천연맹 10. 2 박찬상 / 김현희 서울연맹 11. - 12. 6 정찬호 / 이정은 충북연맹 11. - 12. 15 이원우 / 제혜란 부산연맹 13. 14 김상철 / 김현 부산연맹 14. 3 윤봉희 / 신정희 대전연맹 15. 16 남궁민 / 최성은 대전연맹 16. - 17. 4 김대균 / 한송선 부산연맹 16. - 17. 18 정진용 / 김우희 부산연맹 18. - 21. 10 김진혜 / 박군진 부산연맹 18. - 21. 11 박기현 / 이미현 경기도연맹 18. - 21. 17 오봉주 / 김정숙 부산연맹 18. - 21. 20 임창준 / 김서연 울산연맹 Compiled by Comsys [0, 534, 579, 998]
round1-row: 11 ▲ ▲ ▲ ▲ ▲ ▲ ▲ ▲ ▲ ▲ ▲ ▲ ▲ ▲ ▲ ▲ ▲ ▲ ▲ ▲ ▲ ▲ ▲ ▲ ▲ ▲ ▲ ▲ ▲ ▲ ▲ ▲ ▲ ▲ ▲ 5 18-21 [7, 2432, 573, 2443]
dance-row: 7 5 6 5 6 5 5 6 5 6 5 5 5 [107, 1694, 480, 1703]
chairman: 이 쇄 청 [148, 102, 175, 111]
round1-row: 3 ▲ ▲ ▲ ▲ ▲ ▲ ▲ ▲ ▲ ▲ ▲ ▲ ▲ ▲ ▲ ▲ ▲ ▲ ▲ ▲ ▲ ▲ ▲ ▲ ▲ ▲ ▲ ▲ ▲ ▲ ▲ ▲ ▲ 16 14 [7, 2345, 573, 2356]
results-adjudicator: 박성하 [212, 635, 231, 642]
semi-row: 9 ▲ ▲ ▲ ▲ ▲ ▲ ▲ ▲ ▲ ▲ ▲ ▲ ▲ ▲ ▲ ▲ ▲ ▲ ▲ ▲ ▲ ▲ ▲ ▲ ▲ ▲ ▲ ▲ ▲ ▲ ▲ ▲ ▲ 35 5 [33, 2151, 553, 2163]
adjudicator-name: 안상석 [207, 142, 226, 149]
round1-row: 5 ▲ ▲ ▲ ▲ ▲ ▲ ▲ ▲ ▲ ▲ ▲ ▲ ▲ ▲ ▲ ▲ ▲ ▲ ▲ ▲ ▲ ▲ ▲ ▲ ▲ ▲ ▲ ▲ ▲ ▲ ▲ ▲ 42 8 [7, 2367, 573, 2378]
competition-report: WDSF - Competition Report Date : 2013. 7.21 Age Group : Professional Location : BFD Discipline : Standard 5 dances Title of Competition : 제13회 에메랄드배 전국 프로아마 댄스스포츠 경기대회 Organizer : BFD Chairman : 이 쇄 청 Adjudicators : S1 안상석 S2 옥순두 S3 황인만 S4 김정현 S5 황인애 S6 박성하 S7 김경웅 S8 정용영 S9 백종웅 L1 김대옥 L2 김경희 Result of the Final : 1. B 박명환 이명희 부산연맹 2. B 김진윤 강세나 광주연맹 3. B 조성효 배세홍 대구연맹 4. B 서영환 양진경 세종시연맹 5. B 박석환 이영희 광주연맹 6. B 이권규 박신희 대구연맹 Statistics : 1. round Semi-final round final round2 No. of couple danced 21 12 6 No. of couples set [0, 0, 579, 528]
round1-row: 15 ▲ ▲ ▲ ▲ ▲ ▲ ▲ ▲ ▲ ▲ ▲ ▲ ▲ ▲ ▲ ▲ ▲ ▲ ▲ ▲ ▲ ▲ ▲ ▲ ▲ ▲ ▲ ▲ ▲ ▲ ▲ ▲ 23 11-12 [7, 2476, 573, 2487]
dance-table: Cpl. No. Adjudication Calculation Place Dance S1 S2 S3 S4 S5 S6 S7 S8 S9 L1 L2 1 1&2 1to3 1to4 1to5 1to6 1to7 1to8 1to9 1to10 1 1 1 1 1 1 1 1 1 1 1 1 11 1 8 4 2 3 3 2 3 4 2 4 3 3 3 12 2 3 2 2 3 2 3 3 2 2 2 2 9 5 5 5 5 4 6 5 5 5 5 6 5 13 3 4 4 4 5 4 2 4 3 4 4 4 7 6 6 6 6 6 5 6 6 6 6 5 6 [107, 1551, 480, 1620]
dance-row: 7 5 6 6 6 5 6 6 6 6 6 6 6 [107, 1777, 480, 1786]
dance-row: 9 6 5 6 6 6 5 6 6 6 5 6 6 [107, 1844, 480, 1853]
round1-row: 7 ▲ ▲ ▲ ▲ ▲ ▲ ▲ ▲ ▲ ▲ ▲ ▲ ▲ ▲ ▲ ▲ ▲ ▲ ▲ ▲ ▲ ▲ ▲ ▲ ▲ ▲ ▲ ▲ ▲ ▲ ▲ ▲ ▲ 51 4 [7, 2389, 573, 2400]
semi-row: 7 ▲ ▲ ▲ ▲ ▲ ▲ ▲ ▲ ▲ ▲ ▲ ▲ ▲ ▲ ▲ ▲ ▲ ▲ ▲ ▲ ▲ ▲ ▲ ▲ ▲ ▲ ▲ ▲ ▲ ▲ ▲ ▲ 37 4 [33, 2125, 553, 2138]
round1-row: 9 ▲ ▲ ▲ ▲ ▲ ▲ ▲ ▲ ▲ ▲ ▲ ▲ ▲ ▲ ▲ ▲ ▲ ▲ ▲ ▲ ▲ ▲ ▲ ▲ ▲ ▲ ▲ ▲ ▲ ▲ ▲ ▲ 48 6 [7, 2411, 573, 2422]
final-result-list [193, 301, 450, 444]
skating-table: Rules 1 - 9 Rules 10 Rules 11 Cpl. NO. Wa Tg SF Qs VW SUM of Places Place Skating Number and sum Places in all dances Number and sum of all judges in all dances 1 1&2 1to3 1to4 1to5 1to6 1to7 1to8 1to9 1to10 1 1&2 1to3 1to4 1to5 1to6 1to7 1to8 1to9 1to10 1 1 1 1 1 1 05 01 8 4 3 3 4 4 018 04 12 2 3 2 3 3 013 02 9 5 5 6 5 6 027 05 13 3 2 3 2 3 013 03 7 6 6 5 6 5 028 06 [85, 1118, 497, 1199]
adjudicator-code: L1 [193, 243, 202, 250]
results-row: 18. - 21. 11 박기현 / 이미현 경기도연맹 [116, 942, 360, 951]
results-adjudicator: 정용영 [212, 653, 231, 660]
final-row: 2. B 김진윤 강세나 광주연맹 [193, 325, 450, 349]
round1-row: 12 ▲ ▲ ▲ ▲ ▲ ▲ ▲ ▲ ▲ ▲ ▲ ▲ ▲ ▲ ▲ ▲ ▲ ▲ ▲ ▲ ▲ ▲ ▲ ▲ ▲ ▲ ▲ ▲ ▲ ▲ ▲ ▲ 53 3 [7, 2443, 573, 2454]
results-adjudicator: 김정현 [212, 617, 231, 624]
dance-row: 1 1 1 1 1 1 1 1 1 1 1 1 11 1 [107, 1566, 480, 1575]
adjudicator-name: 옥순두 [207, 153, 226, 160]
results-adjudicator: 황인애 [212, 626, 231, 633]
round1-row: 13 ▲ ▲ ▲ ▲ ▲ ▲ ▲ ▲ ▲ ▲ ▲ ▲ ▲ ▲ ▲ ▲ ▲ ▲ ▲ ▲ ▲ ▲ ▲ ▲ ▲ ▲ ▲ ▲ ▲ ▲ ▲ ▲ ▲ 49 5 [7, 2454, 573, 2465]
results-adjudicator: 안상석 [212, 590, 231, 597]
dance-block [107, 1457, 480, 1537]
adjudicator-code: S5 [193, 185, 203, 192]
skating-row: 7 6 6 5 6 5 028 06 [86, 1190, 497, 1199]
adjudicator-name: 백종웅 [207, 234, 226, 241]
round1-row: 8 ▲ ▲ ▲ ▲ ▲ ▲ ▲ ▲ ▲ ▲ ▲ ▲ ▲ ▲ ▲ ▲ ▲ ▲ ▲ ▲ ▲ ▲ ▲ ▲ ▲ ▲ ▲ ▲ ▲ ▲ ▲ ▲ 55 1-2 [7, 2400, 573, 2411]
semifinal-result: Event No. "43" Professional Standard 5 dances Semi-Final Result No S1 안상석 S2 옥순두 S3 황인만 S4 김정현 S5 황인애 S6 박성하 S7 김경웅 S8 정용영 S9 백종웅 L1 김대옥 L2 김경희 Sum Place W T F Q V W T F Q V W T F Q V W T F Q V W T F Q V W T F Q V W T F Q V W T F Q V W T F Q V W T F Q V W T F Q V 1 ▲ ▲ ▲ ▲ ▲ ▲ ▲ ▲ ▲ ▲ ▲ ▲ ▲ ▲ ▲ ▲ ▲ ▲ ▲ ▲ ▲ ▲ ▲ ▲ ▲ ▲ ▲ ▲ ▲ ▲ ▲ ▲ ▲ ▲ ▲ 55 1 2 ▲ ▲ ▲ ▲ ▲ ▲ ▲ ▲ ▲ ▲ ▲ ▲ ▲ ▲ ▲ ▲ ▲ ▲ ▲ ▲ ▲ ▲ ▲ ▲ ▲ ▲ ▲ ▲ ▲ ▲ ▲ ▲ 9 10 5 ▲ ▲ ▲ ▲ ▲ ▲ ▲ ▲ ▲ ▲ ▲ ▲ ▲ ▲ ▲ ▲ ▲ ▲ ▲ ▲ ▲ ▲ ▲ ▲ ▲ ▲ ▲ ▲ ▲ ▲ ▲ ▲ ▲ 23 8 6 ▲ ▲ ▲ ▲ ▲ ▲ ▲ ▲ ▲ ▲ ▲ ▲ ▲ ▲ ▲ ▲ ▲ ▲ ▲ ▲ ▲ ▲ ▲ ▲ ▲ ▲ ▲ ▲ ▲ ▲ ▲ ▲ ▲ 3 11-12 7 ▲ ▲ ▲ ▲ ▲ ▲ ▲ ▲ ▲ ▲ ▲ ▲ ▲ ▲ ▲ ▲ ▲ ▲ ▲ ▲ ▲ ▲ ▲ ▲ ▲ ▲ ▲ ▲ ▲ ▲ ▲ ▲ 37 4 8 ▲ ▲ ▲ ▲ ▲ ▲ ▲ ▲ ▲ ▲ ▲ ▲ ▲ ▲ ▲ ▲ ▲ ▲ ▲ ▲ ▲ ▲ ▲ ▲ ▲ ▲ ▲ ▲ ▲ ▲ ▲ ▲ ▲ ▲ ▲ 50 2 9 ▲ ▲ ▲ ▲ ▲ ▲ ▲ ▲ ▲ ▲ ▲ ▲ ▲ ▲ ▲ ▲ ▲ ▲ ▲ ▲ ▲ ▲ ▲ ▲ ▲ ▲ ▲ ▲ ▲ ▲ ▲ ▲ ▲ 35 5 12 ▲ ▲ ▲ ▲ ▲ ▲ ▲ ▲ ▲ ▲ ▲ ▲ ▲ ▲ ▲ ▲ ▲ ▲ ▲ ▲ ▲ ▲ ▲ ▲ ▲ ▲ ▲ ▲ ▲ ▲ ▲ ▲ 47 3 13 ▲ ▲ ▲ ▲ ▲ ▲ ▲ ▲ ▲ ▲ ▲ ▲ ▲ ▲ ▲ ▲ ▲ ▲ ▲ ▲ ▲ ▲ ▲ ▲ ▲ ▲ ▲ ▲ ▲ ▲ ▲ ▲ 33 6 15 ▲ ▲ ▲ ▲ ▲ ▲ ▲ ▲ ▲ ▲ ▲ ▲ ▲ ▲ ▲ ▲ ▲ ▲ ▲ ▲ ▲ ▲ ▲ ▲ ▲ ▲ ▲ ▲ ▲ ▲ ▲ ▲ ▲ 3 11-12 19 ▲ ▲ ▲ ▲ ▲ ▲ ▲ ▲ ▲ ▲ ▲ ▲ ▲ ▲ ▲ ▲ ▲ ▲ ▲ ▲ ▲ ▲ ▲ ▲ ▲ ▲ ▲ ▲ ▲ ▲ ▲ ▲ ▲ ▲ ▲ 15 9 21 ▲ ▲ ▲ ▲ ▲ ▲ ▲ ▲ ▲ ▲ ▲ ▲ ▲ ▲ ▲ ▲ ▲ ▲ ▲ ▲ ▲ ▲ ▲ ▲ ▲ ▲ ▲ ▲ ▲ ▲ ▲ ▲ 27 7 [0, 2040, 579, 2291]
round1-row: 21 ▲ ▲ ▲ ▲ ▲ ▲ ▲ ▲ ▲ ▲ ▲ ▲ ▲ ▲ ▲ ▲ ▲ ▲ ▲ ▲ ▲ ▲ ▲ ▲ ▲ ▲ ▲ ▲ ▲ ▲ ▲ ▲ ▲ ▲ ▲ 46 7 [7, 2542, 573, 2553]
dance-tables [107, 1454, 480, 1871]
results-title: Professional 0Standard 05 dances [174, 696, 331, 707]
dance-table: Cpl. No. Adjudication Calculation Place Dance S1 S2 S3 S4 S5 S6 S7 S8 S9 L1 L2 1 1&2 1to3 1to4 1to5 1to6 1to7 1to8 1to9 1to10 1 1 1 1 1 1 1 1 1 1 1 1 11 1 8 3 4 3 4 4 2 4 3 4 4 4 4 12 2 3 2 3 2 3 2 2 3 3 3 3 9 6 5 5 5 6 5 5 5 5 5 5 5 13 4 2 4 2 3 4 3 4 2 2 2 2 7 5 6 6 6 5 6 6 6 6 6 6 6 [107, 1717, 480, 1786]
dance-table: Cpl. No. Adjudication Calculation Place Dance S1 S2 S3 S4 S5 S6 S7 S8 S9 L1 L2 1 1&2 1to3 1to4 1to5 1to6 1to7 1to8 1to9 1to10 1 1 1 1 1 1 1 1 1 1 1 1 10 1 8 2 3 3 4 2 3 4 2 3 4 3 3 12 3 2 2 2 3 2 2 3 2 2 2 2 9 6 5 6 5 6 6 5 6 5 6 6 6 13 4 4 4 3 4 4 3 4 4 3 4 4 7 5 6 5 6 5 5 6 5 6 5 5 5 [107, 1634, 480, 1703]
skating-row: 12 2 3 2 3 3 013 02 [86, 1163, 497, 1172]
semi-row: 21 ▲ ▲ ▲ ▲ ▲ ▲ ▲ ▲ ▲ ▲ ▲ ▲ ▲ ▲ ▲ ▲ ▲ ▲ ▲ ▲ ▲ ▲ ▲ ▲ ▲ ▲ ▲ ▲ ▲ ▲ ▲ ▲ 27 7 [33, 2215, 553, 2228]
dance-row: 9 6 5 6 5 6 6 5 6 5 6 6 6 [107, 1676, 480, 1685]
results-row: 2. 8 김진윤 / 강세나 광주연맹 [116, 739, 353, 749]
adjudicator-code: S4 [193, 174, 203, 181]
results-heading: 제13회 에메랄드배 전국 프로아마 댄스스포츠 경기대회 [108, 551, 279, 559]
dance-block [107, 1706, 480, 1786]
results-row: 3. 12 조성효 / 배세홍 대구연맹 [116, 751, 353, 761]
adjudicator-name: 박성하 [207, 200, 226, 207]
results-adjudicator: 백종웅 [212, 662, 231, 669]
semi-row: 1 ▲ ▲ ▲ ▲ ▲ ▲ ▲ ▲ ▲ ▲ ▲ ▲ ▲ ▲ ▲ ▲ ▲ ▲ ▲ ▲ ▲ ▲ ▲ ▲ ▲ ▲ ▲ ▲ ▲ ▲ ▲ ▲ ▲ ▲ ▲ 55 1 [33, 2073, 553, 2086]
final-row: 6. B 이권규 박신희 대구연맹 [193, 420, 450, 444]
dance-title: Waltz [283, 1457, 304, 1466]
results-row: 11. - 12. 15 이원우 / 제혜란 부산연맹 [116, 858, 353, 868]
results-row: 13. 14 김상철 / 김현 부산연맹 [116, 870, 353, 880]
round1-row: 19 ▲ ▲ ▲ ▲ ▲ ▲ ▲ ▲ ▲ ▲ ▲ ▲ ▲ ▲ ▲ ▲ ▲ ▲ ▲ ▲ ▲ ▲ ▲ ▲ ▲ ▲ ▲ ▲ ▲ ▲ ▲ ▲ 31 10 [7, 2520, 573, 2531]
dance-block [107, 1789, 480, 1871]
adjudicator-code: S6 [193, 197, 203, 204]
adjudicator-row [193, 151, 425, 162]
results-row: 1. 1 박재용 / 이명희 부산연맹 [116, 727, 353, 737]
report-location: BFD [143, 40, 160, 49]
semi-row: 8 ▲ ▲ ▲ ▲ ▲ ▲ ▲ ▲ ▲ ▲ ▲ ▲ ▲ ▲ ▲ ▲ ▲ ▲ ▲ ▲ ▲ ▲ ▲ ▲ ▲ ▲ ▲ ▲ ▲ ▲ ▲ ▲ ▲ ▲ ▲ 50 2 [33, 2138, 553, 2151]
results-row: 15. 16 남궁민 / 최성은 대전연맹 [116, 894, 353, 904]
dance-row: 13 3 4 4 4 5 4 2 4 3 4 4 4 [107, 1602, 480, 1611]
adjudicator-code: S3 [193, 162, 203, 169]
dance-title: QuickStep [274, 1706, 313, 1715]
adjudicator-row [193, 197, 425, 209]
adjudicator-row [193, 255, 425, 266]
results-row: 16. - 17. 18 정진용 / 김우희 부산연맹 [116, 918, 353, 928]
results-adjudicator: 김경희 [212, 680, 231, 687]
dance-row: 12 2 3 2 3 2 3 2 2 3 3 3 3 [107, 1750, 480, 1759]
dance-row: 9 5 5 5 5 4 6 5 5 5 5 6 5 [107, 1593, 480, 1602]
report-discipline: Standard 5 dances [276, 40, 342, 49]
round1-row: 6 ▲ ▲ ▲ ▲ ▲ ▲ ▲ ▲ ▲ ▲ ▲ ▲ ▲ ▲ ▲ ▲ ▲ ▲ ▲ ▲ ▲ ▲ ▲ ▲ ▲ ▲ ▲ ▲ ▲ ▲ ▲ ▲ ▲ ▲ ▲ 23 11-12 [7, 2378, 573, 2389]
results-row: 7. 21 양준모 / 김승희 인천연맹 [116, 799, 353, 808]
semi-row: 15 ▲ ▲ ▲ ▲ ▲ ▲ ▲ ▲ ▲ ▲ ▲ ▲ ▲ ▲ ▲ ▲ ▲ ▲ ▲ ▲ ▲ ▲ ▲ ▲ ▲ ▲ ▲ ▲ ▲ ▲ ▲ ▲ ▲ 3 11-12 [33, 2189, 553, 2202]
round1-row: 18 ▲ ▲ ▲ ▲ ▲ ▲ ▲ ▲ ▲ ▲ ▲ ▲ ▲ ▲ ▲ ▲ ▲ ▲ ▲ ▲ ▲ ▲ ▲ ▲ ▲ ▲ ▲ ▲ ▲ ▲ ▲ ▲ 9 16-17 [7, 2509, 573, 2520]
skating-row: 9 5 5 6 5 6 027 05 [86, 1172, 497, 1181]
results-adjudicator: 황인만 [212, 608, 231, 615]
competition-title: 제13회 에메랄드배 전국 프로아마 댄스스포츠 경기대회 [180, 68, 364, 77]
round1-row: 16 ▲ ▲ ▲ ▲ ▲ ▲ ▲ ▲ ▲ ▲ ▲ ▲ ▲ ▲ ▲ ▲ ▲ ▲ ▲ ▲ ▲ ▲ ▲ ▲ ▲ ▲ ▲ ▲ ▲ ▲ ▲ ▲ ▲ ▲ ▲ 14 15 [7, 2487, 573, 2498]
round1-grid [6, 2310, 573, 2553]
results-row: 4. 7 서영환 / 양진경 세종시연맹 [116, 763, 360, 773]
report-agegroup: Professional [280, 24, 324, 33]
adjudicator-list [193, 139, 425, 266]
